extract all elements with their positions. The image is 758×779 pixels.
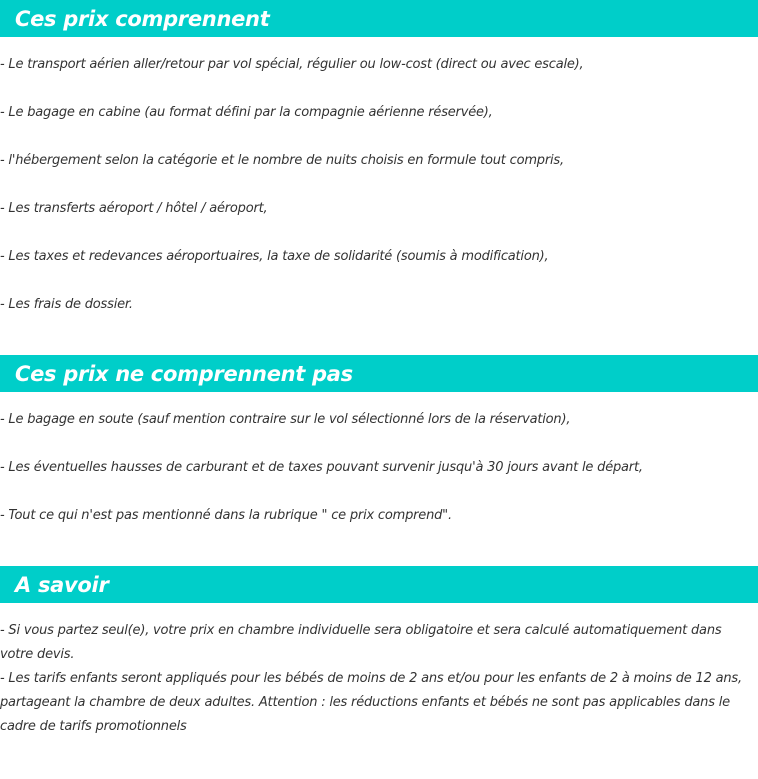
- included-list: [0, 37, 758, 317]
- good-to-know-list: [0, 603, 758, 739]
- list-item: - l'hébergement selon la catégorie et le nombre de nuits choisis en formule tout compris,: [0, 153, 564, 168]
- list-item: - Les tarifs enfants seront appliqués pour les bébés de moins de 2 ans et/ou pour les enfants de 2 à moins de 12 ans, partageant la chambre de deux adultes. Attention : les réductions enfants et bébés ne sont pas applicables dans le cadre de tarifs promotionnels: [0, 671, 742, 734]
- list-item: - Si vous partez seul(e), votre prix en chambre individuelle sera obligatoire et sera calculé automatiquement dans votre devis.: [0, 623, 722, 662]
- section-not-included: [0, 355, 758, 528]
- list-item: - Les frais de dossier.: [0, 297, 133, 312]
- section-title-included: Ces prix comprennent: [15, 6, 270, 31]
- not-included-list: [0, 392, 758, 528]
- section-title-good-to-know: A savoir: [15, 572, 109, 597]
- section-header-good-to-know: [0, 566, 758, 603]
- list-item: - Les transferts aéroport / hôtel / aéroport,: [0, 201, 268, 216]
- section-included: [0, 0, 758, 317]
- list-item: - Le transport aérien aller/retour par vol spécial, régulier ou low-cost (direct ou avec escale),: [0, 57, 584, 72]
- list-item: - Le bagage en soute (sauf mention contraire sur le vol sélectionné lors de la réservation),: [0, 412, 571, 427]
- list-item: - Tout ce qui n'est pas mentionné dans la rubrique " ce prix comprend".: [0, 508, 452, 523]
- list-item: - Les taxes et redevances aéroportuaires, la taxe de solidarité (soumis à modification),: [0, 249, 549, 264]
- section-header-not-included: [0, 355, 758, 392]
- section-header-included: [0, 0, 758, 37]
- section-title-not-included: Ces prix ne comprennent pas: [15, 361, 353, 386]
- list-item: - Les éventuelles hausses de carburant et de taxes pouvant survenir jusqu'à 30 jours avant le départ,: [0, 460, 643, 475]
- section-good-to-know: [0, 566, 758, 739]
- list-item: - Le bagage en cabine (au format défini par la compagnie aérienne réservée),: [0, 105, 493, 120]
